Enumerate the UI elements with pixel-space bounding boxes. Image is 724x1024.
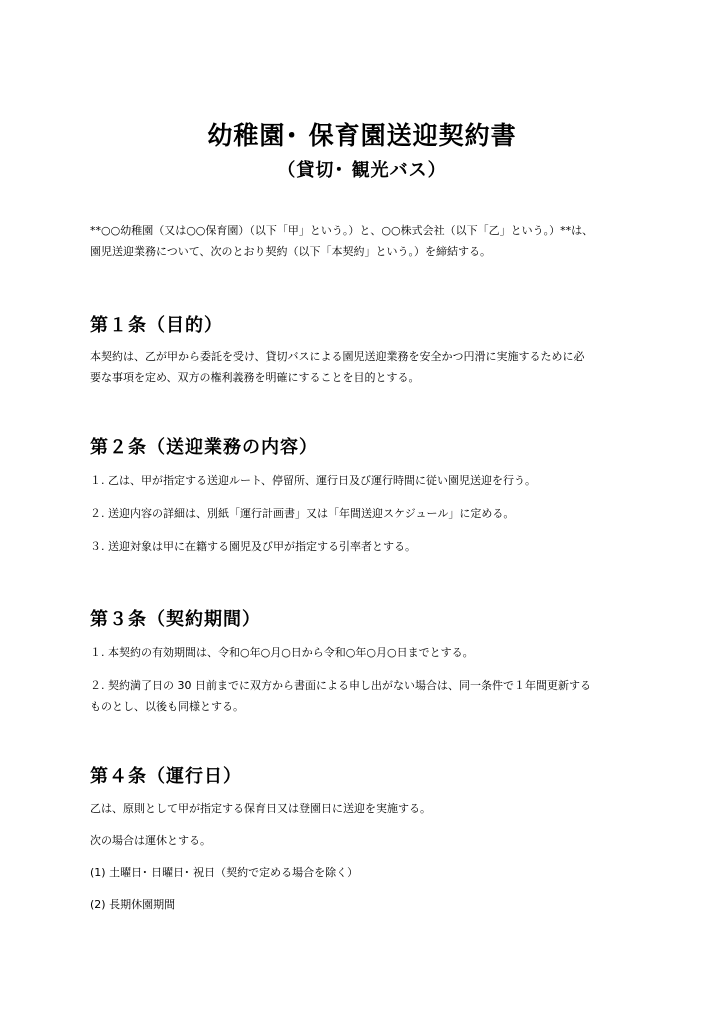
article2-heading: 第２条（送迎業務の内容） — [90, 437, 318, 458]
preamble-line: **○○幼稚園（又は○○保育園）（以下「甲」という。）と、○○株式会社（以下「乙」という。）**は、 — [90, 224, 594, 237]
article3-item-2-line: ２. 契約満了日の 30 日前までに双方から書面による申し出がない場合は、同一条件で１年間更新する — [90, 679, 591, 692]
document-subtitle: （貸切･ 観光バス） — [277, 160, 447, 181]
article1-line: 本契約は、乙が甲から委託を受け、貸切バスによる園児送迎業務を安全かつ円滑に実施するために必 — [90, 350, 585, 363]
preamble-paragraph — [90, 220, 650, 262]
article4-item-2: (2) 長期休園期間 — [90, 898, 176, 911]
article4-line-1: 乙は、原則として甲が指定する保育日又は登園日に送迎を実施する。 — [90, 802, 431, 815]
article1-line: 要な事項を定め、双方の権利義務を明確にすることを目的とする。 — [90, 371, 420, 384]
article4-line-2: 次の場合は運休とする。 — [90, 834, 211, 847]
article2-item-2: ２. 送迎内容の詳細は、別紙「運行計画書」又は「年間送迎スケジュール」に定める。 — [90, 507, 515, 520]
article2-item-3: ３. 送迎対象は甲に在籍する園児及び甲が指定する引率者とする。 — [90, 540, 416, 553]
article3-item-2 — [90, 675, 650, 717]
article3-item-2-line: ものとし、以後も同様とする。 — [90, 700, 244, 713]
document-title: 幼稚園･ 保育園送迎契約書 — [207, 121, 517, 150]
preamble-line: 園児送迎業務について、次のとおり契約（以下「本契約」という。）を締結する。 — [90, 245, 492, 258]
article3-heading: 第３条（契約期間） — [90, 609, 261, 630]
article3-item-1: １. 本契約の有効期間は、令和○年○月○日から令和○年○月○日までとする。 — [90, 646, 474, 659]
article4-item-1: (1) 土曜日･ 日曜日･ 祝日（契約で定める場合を除く） — [90, 866, 359, 879]
article4-heading: 第４条（運行日） — [90, 766, 242, 787]
article2-item-1: １. 乙は、甲が指定する送迎ルート、停留所、運行日及び運行時間に従い園児送迎を行う。 — [90, 474, 537, 487]
article1-heading: 第１条（目的） — [90, 315, 223, 336]
article1-paragraph — [90, 346, 650, 388]
